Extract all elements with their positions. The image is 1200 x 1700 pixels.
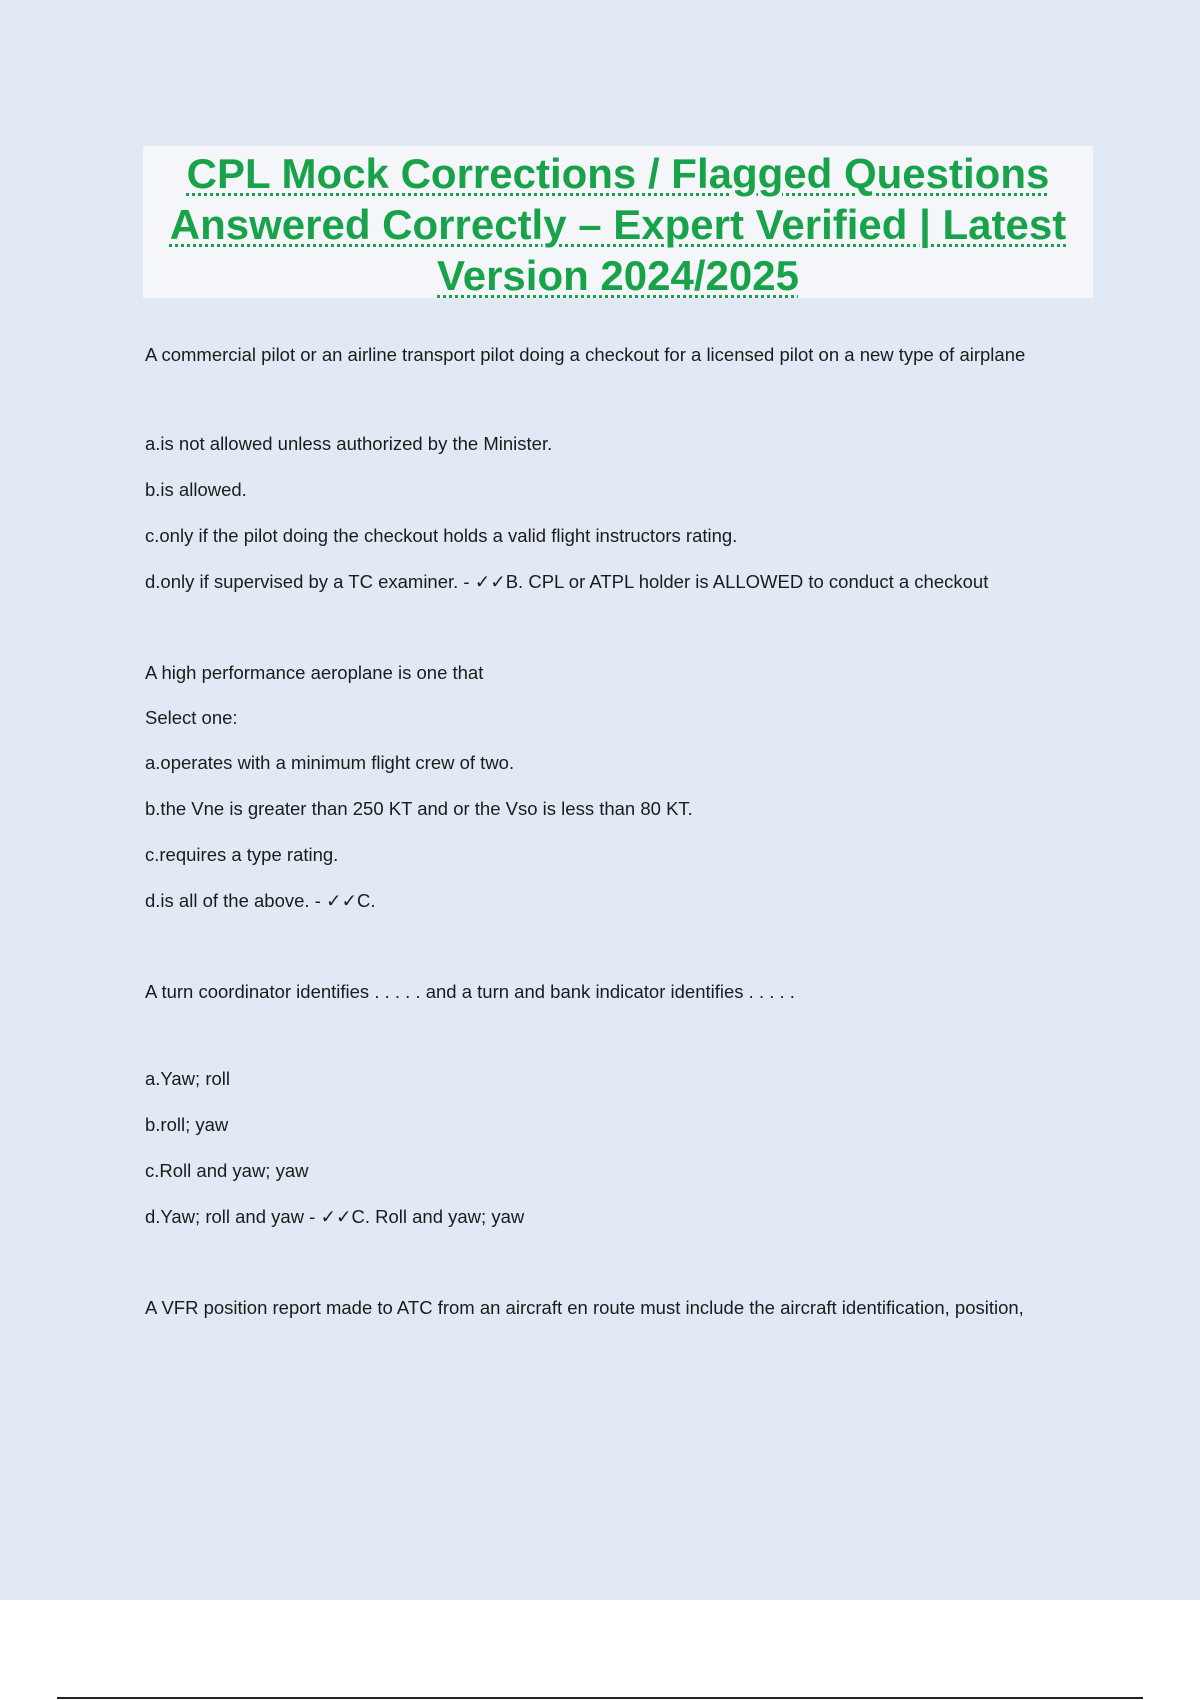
question-block xyxy=(145,658,1075,915)
answer-option-with-key: d.only if supervised by a TC examiner. - ✓✓B. CPL or ATPL holder is ALLOWED to conduct a checkout xyxy=(145,571,989,592)
answer-option: c.Roll and yaw; yaw xyxy=(145,1160,309,1181)
page-divider xyxy=(57,1697,1143,1699)
answer-option-with-key: d.is all of the above. - ✓✓C. xyxy=(145,890,376,911)
document-title: CPL Mock Corrections / Flagged Questions Answered Correctly – Expert Verified | Latest Version 2024/2025 xyxy=(169,150,1067,299)
answer-option: c.requires a type rating. xyxy=(145,844,339,865)
question-block xyxy=(145,1293,1075,1322)
answer-option: a.is not allowed unless authorized by the Minister. xyxy=(145,433,553,454)
question-list xyxy=(145,340,1075,1384)
question-prompt: A turn coordinator identifies . . . . . and a turn and bank indicator identifies . . . . . xyxy=(145,981,795,1002)
answer-option-with-key: d.Yaw; roll and yaw - ✓✓C. Roll and yaw; yaw xyxy=(145,1206,525,1227)
question-block xyxy=(145,977,1075,1231)
answer-option: c.only if the pilot doing the checkout holds a valid flight instructors rating. xyxy=(145,525,738,546)
question-instruction: Select one: xyxy=(145,707,238,728)
question-prompt: A high performance aeroplane is one that xyxy=(145,662,484,683)
question-prompt: A commercial pilot or an airline transport pilot doing a checkout for a licensed pilot on a new type of airplane xyxy=(145,344,1026,365)
question-block xyxy=(145,340,1075,596)
answer-option: a.operates with a minimum flight crew of two. xyxy=(145,752,515,773)
title-banner xyxy=(143,146,1093,298)
answer-option: b.the Vne is greater than 250 KT and or the Vso is less than 80 KT. xyxy=(145,798,693,819)
answer-option: b.is allowed. xyxy=(145,479,247,500)
question-prompt: A VFR position report made to ATC from an aircraft en route must include the aircraft identification, position, xyxy=(145,1297,1024,1318)
answer-option: b.roll; yaw xyxy=(145,1114,229,1135)
answer-option: a.Yaw; roll xyxy=(145,1068,230,1089)
